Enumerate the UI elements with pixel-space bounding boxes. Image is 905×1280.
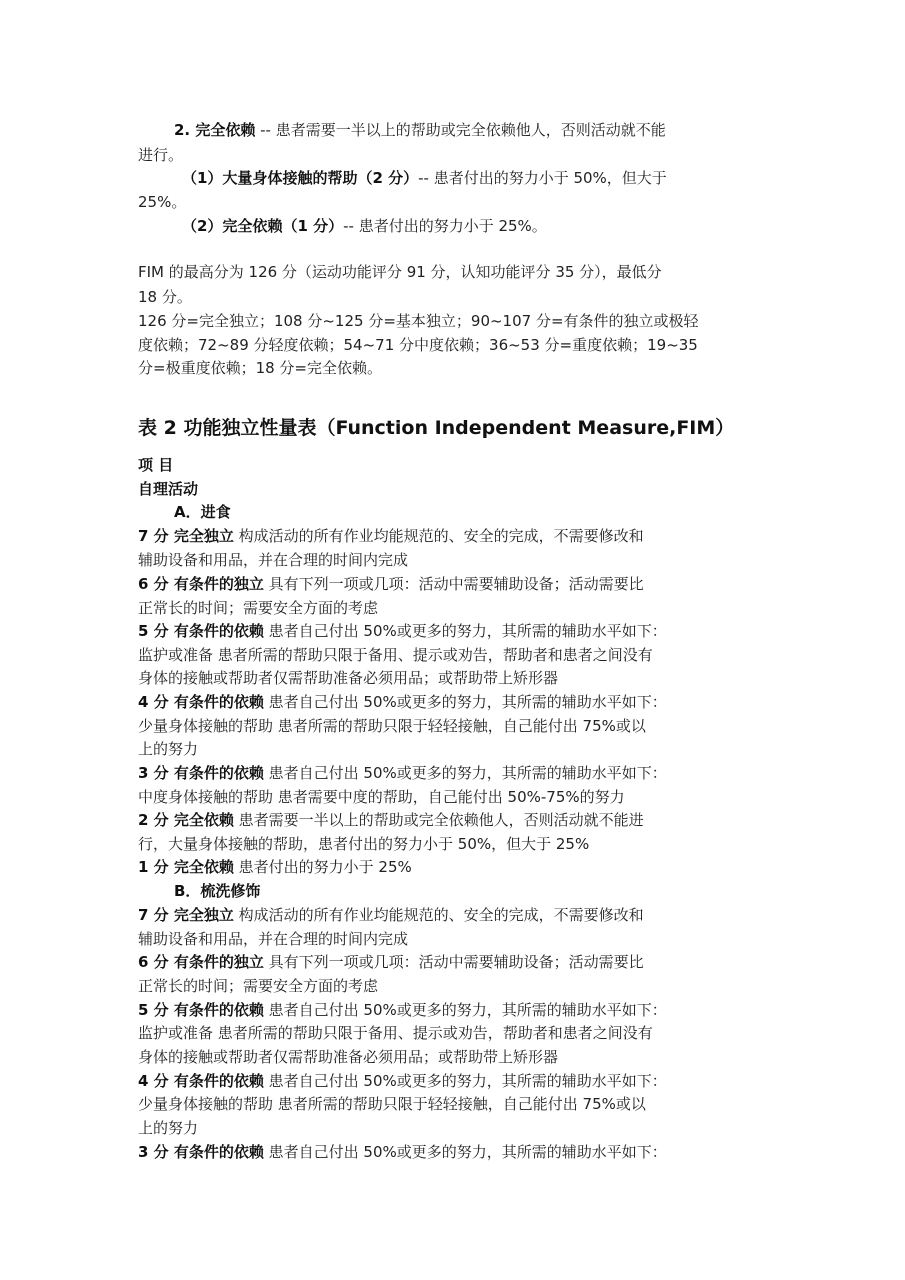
section-b-score-7-cont: 辅助设备和用品，并在合理的时间内完成 [138,930,409,948]
score-7-label: 7 分 完全独立 [138,906,234,924]
score-7-text: 构成活动的所有作业均能规范的、安全的完成，不需要修改和 [233,906,644,924]
section-a-score-7-cont: 辅助设备和用品，并在合理的时间内完成 [138,551,409,569]
dependency-description: -- 患者需要一半以上的帮助或完全依赖他人，否则活动就不能 [255,121,666,139]
section-b-score-4-cont2: 上的努力 [138,1119,199,1137]
section-b-score-5-cont1: 监护或准备 患者所需的帮助只限于备用、提示或劝告，帮助者和患者之间没有 [138,1024,653,1042]
sub-item-2-text: -- 患者付出的努力小于 25%。 [343,217,547,235]
section-b-score-6-line [138,953,644,971]
score-5-label: 5 分 有条件的依赖 [138,1001,264,1019]
sub-item-1-text: -- 患者付出的努力小于 50%，但大于 [418,169,667,187]
section-a-score-4-cont1: 少量身体接触的帮助 患者所需的帮助只限于轻轻接触，自己能付出 75%或以 [138,717,646,735]
score-6-text: 具有下列一项或几项：活动中需要辅助设备；活动需要比 [263,953,644,971]
category-label: 自理活动 [138,480,199,498]
sub-item-1-heading: （1）大量身体接触的帮助（2 分） [182,169,419,187]
item-label: 项 目 [138,456,174,474]
section-b-score-4-cont1: 少量身体接触的帮助 患者所需的帮助只限于轻轻接触，自己能付出 75%或以 [138,1095,646,1113]
section-a-score-3-cont: 中度身体接触的帮助 患者需要中度的帮助，自己能付出 50%-75%的努力 [138,788,625,806]
sub-item-2-heading: （2）完全依赖（1 分） [182,217,344,235]
score-2-label: 2 分 完全依赖 [138,811,234,829]
table-heading: 表 2 功能独立性量表（Function Independent Measure,FIM） [138,417,735,439]
section-b-title: B．梳洗修饰 [174,882,261,900]
sub-item-1-line [182,169,667,187]
section-b-score-3-line [138,1143,667,1161]
score-4-text: 患者自己付出 50%或更多的努力，其所需的辅助水平如下： [263,693,667,711]
section-a-score-7-line [138,527,644,545]
section-a-score-5-cont1: 监护或准备 患者所需的帮助只限于备用、提示或劝告，帮助者和患者之间没有 [138,646,653,664]
section-a-score-5-cont2: 身体的接触或帮助者仅需帮助准备必须用品；或帮助带上矫形器 [138,669,559,687]
fim-score-range-line2: 18 分。 [138,288,192,306]
dependency-heading: 2. 完全依赖 [174,121,256,139]
dependency-description-cont: 进行。 [138,146,184,164]
score-2-text: 患者需要一半以上的帮助或完全依赖他人，否则活动就不能进 [233,811,644,829]
section-b-score-5-line [138,1001,667,1019]
section-a-score-5-line [138,622,667,640]
score-3-text: 患者自己付出 50%或更多的努力，其所需的辅助水平如下： [263,764,667,782]
score-4-label: 4 分 有条件的依赖 [138,693,264,711]
score-3-label: 3 分 有条件的依赖 [138,1143,264,1161]
section-b-score-7-line [138,906,644,924]
sub-item-2-line [182,217,547,235]
fim-score-levels-line1: 126 分=完全独立；108 分~125 分=基本独立；90~107 分=有条件的独立或极轻 [138,312,699,330]
score-6-label: 6 分 有条件的独立 [138,953,264,971]
score-1-text: 患者付出的努力小于 25% [233,858,412,876]
score-7-label: 7 分 完全独立 [138,527,234,545]
section-b-score-6-cont: 正常长的时间；需要安全方面的考虑 [138,977,379,995]
dependency-heading-line [174,121,666,139]
score-3-label: 3 分 有条件的依赖 [138,764,264,782]
score-7-text: 构成活动的所有作业均能规范的、安全的完成，不需要修改和 [233,527,644,545]
score-3-text: 患者自己付出 50%或更多的努力，其所需的辅助水平如下： [263,1143,667,1161]
section-b-score-5-cont2: 身体的接触或帮助者仅需帮助准备必须用品；或帮助带上矫形器 [138,1048,559,1066]
section-a-score-3-line [138,764,667,782]
score-4-text: 患者自己付出 50%或更多的努力，其所需的辅助水平如下： [263,1072,667,1090]
section-a-score-6-line [138,575,644,593]
sub-item-1-cont: 25%。 [138,193,187,211]
score-5-text: 患者自己付出 50%或更多的努力，其所需的辅助水平如下： [263,622,667,640]
section-a-score-1-line [138,858,412,876]
fim-score-range-line1: FIM 的最高分为 126 分（运动功能评分 91 分，认知功能评分 35 分），最低分 [138,263,662,281]
section-a-score-2-cont: 行，大量身体接触的帮助，患者付出的努力小于 50%，但大于 25% [138,835,590,853]
section-a-score-4-cont2: 上的努力 [138,740,199,758]
section-a-score-6-cont: 正常长的时间；需要安全方面的考虑 [138,599,379,617]
section-b-score-4-line [138,1072,667,1090]
score-5-text: 患者自己付出 50%或更多的努力，其所需的辅助水平如下： [263,1001,667,1019]
score-5-label: 5 分 有条件的依赖 [138,622,264,640]
section-a-title: A．进食 [174,503,231,521]
fim-score-levels-line3: 分=极重度依赖；18 分=完全依赖。 [138,359,382,377]
score-6-text: 具有下列一项或几项：活动中需要辅助设备；活动需要比 [263,575,644,593]
section-a-score-2-line [138,811,644,829]
score-1-label: 1 分 完全依赖 [138,858,234,876]
score-4-label: 4 分 有条件的依赖 [138,1072,264,1090]
section-a-score-4-line [138,693,667,711]
fim-score-levels-line2: 度依赖；72~89 分轻度依赖；54~71 分中度依赖；36~53 分=重度依赖；19~35 [138,336,698,354]
score-6-label: 6 分 有条件的独立 [138,575,264,593]
